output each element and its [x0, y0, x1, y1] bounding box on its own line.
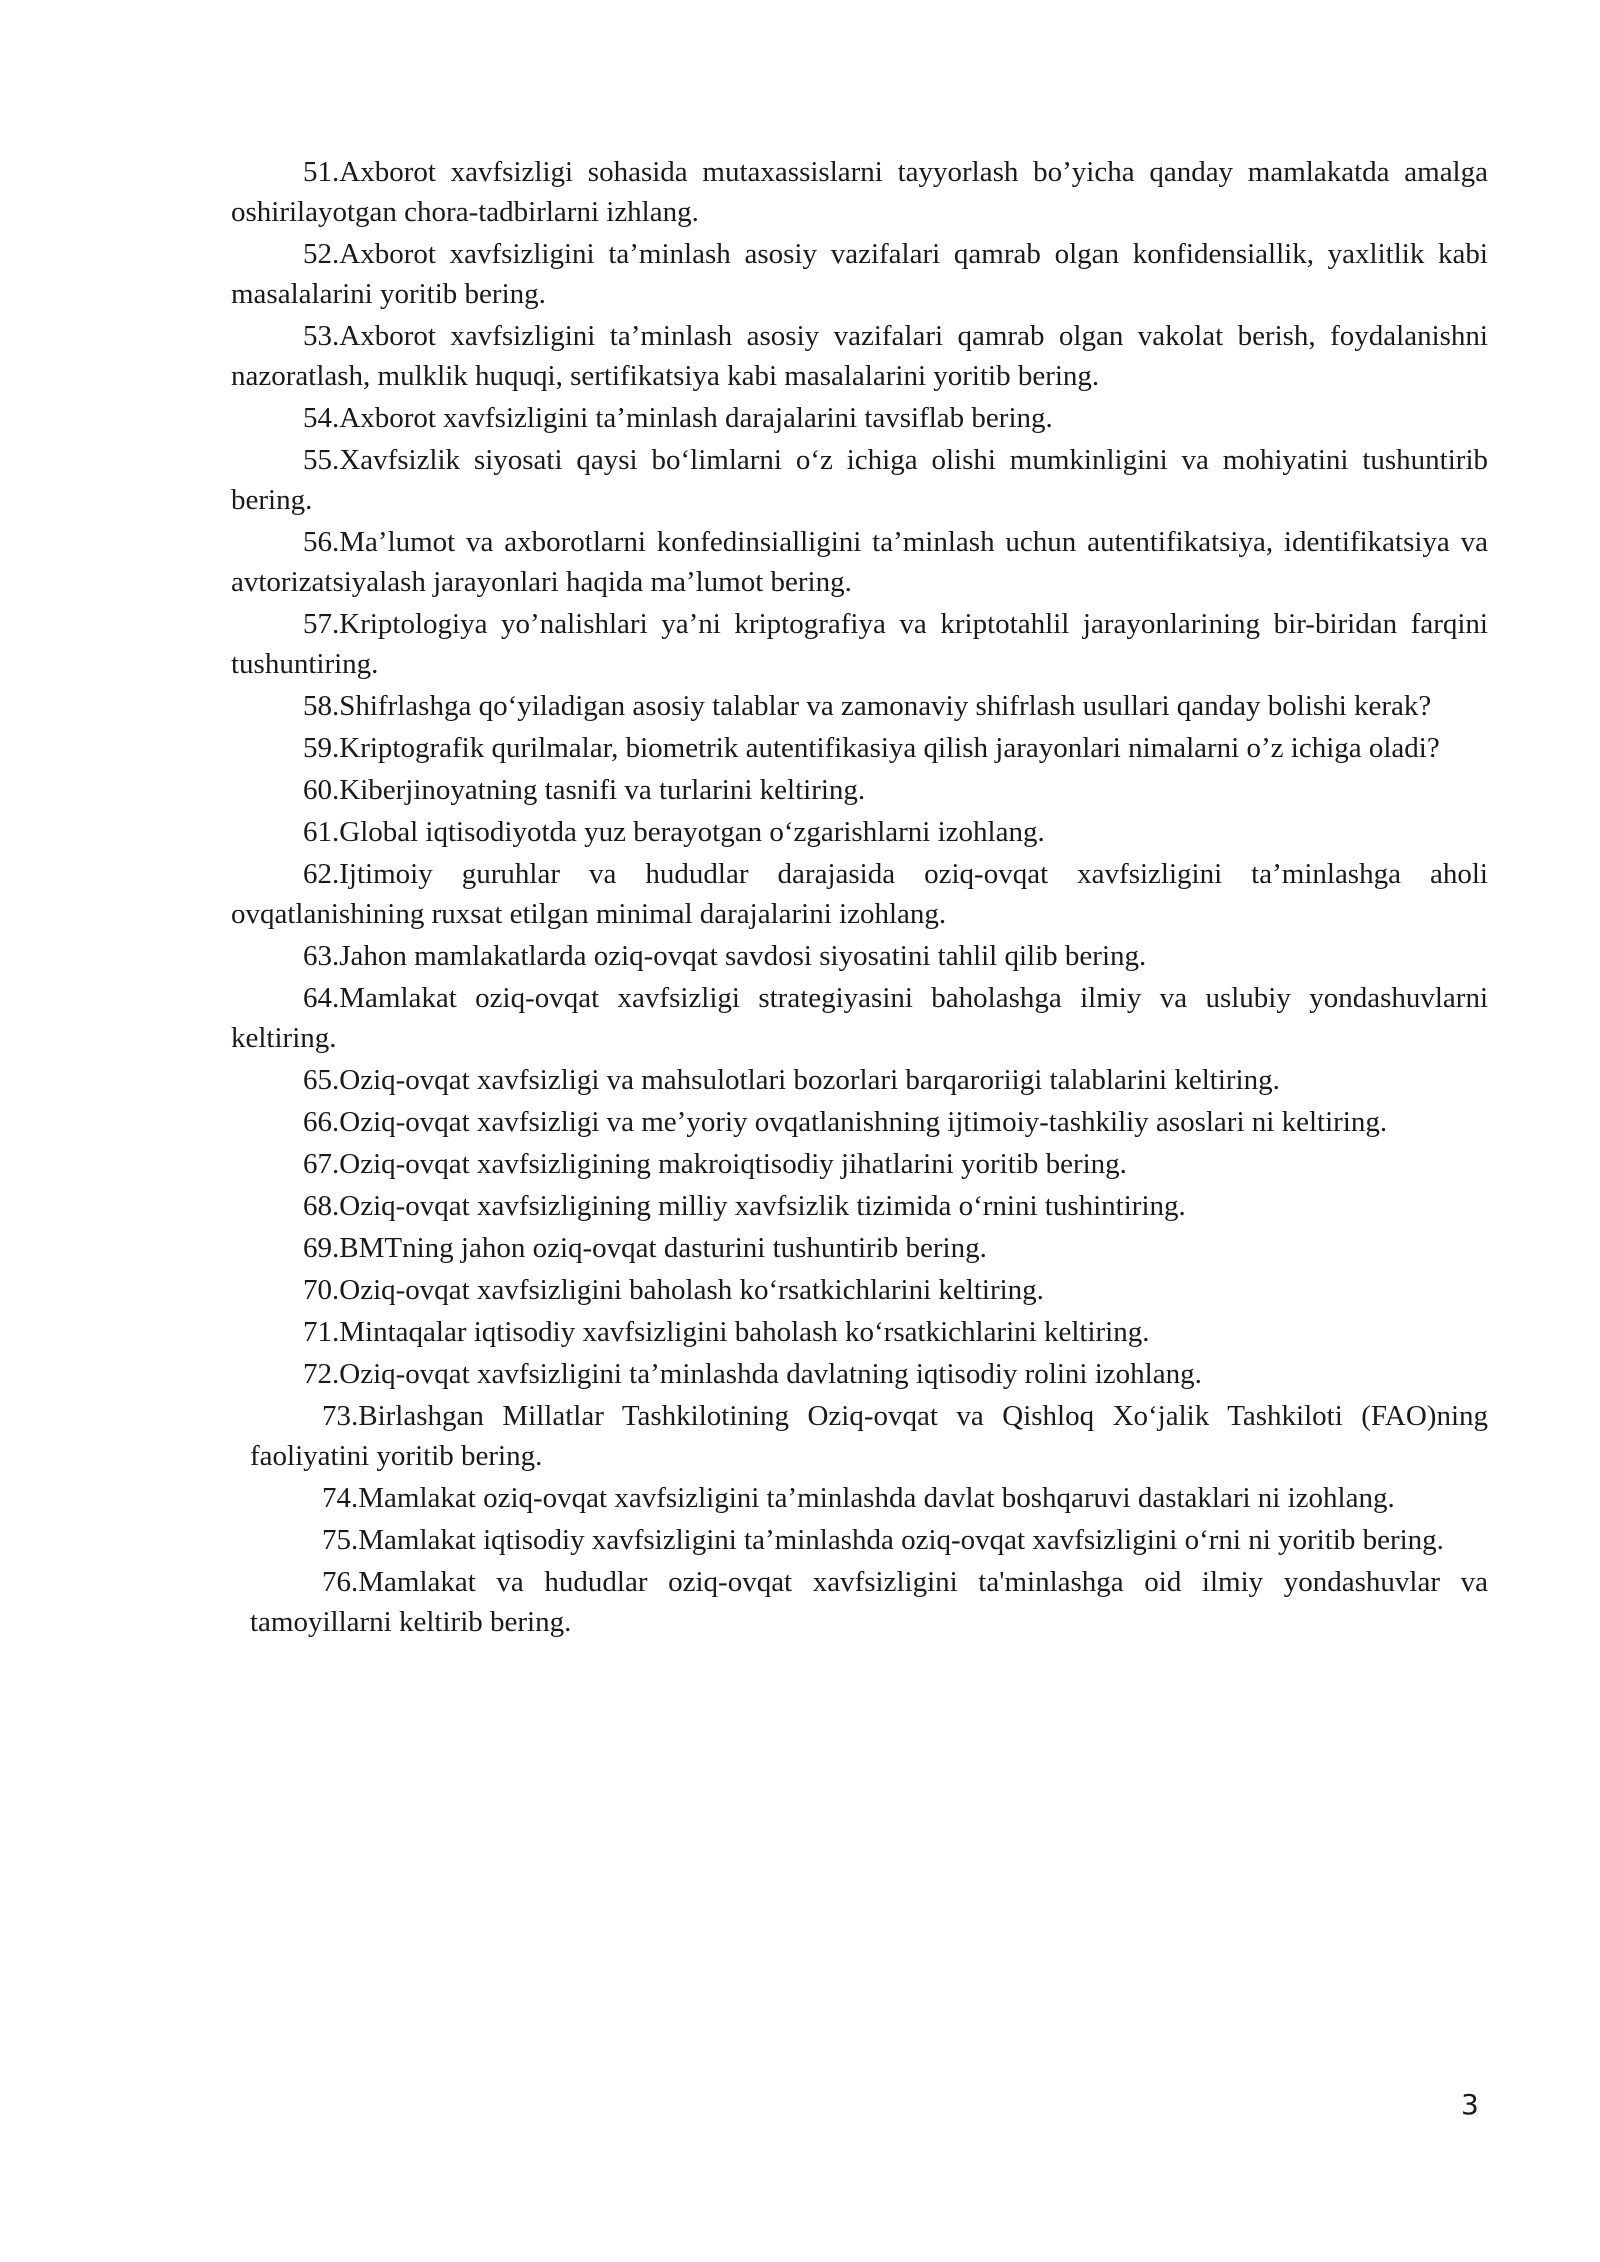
- question-number: 65.: [303, 1064, 340, 1096]
- question-list: [231, 152, 1488, 1644]
- question-number: 71.: [303, 1316, 340, 1348]
- list-item: [231, 1228, 1488, 1268]
- question-number: 60.: [303, 774, 340, 806]
- question-number: 59.: [303, 732, 340, 764]
- question-text: Axborot xavfsizligini ta’minlash darajalarini tavsiflab bering.: [339, 402, 1053, 434]
- question-text: BMTning jahon oziq-ovqat dasturini tushuntirib bering.: [339, 1232, 987, 1264]
- list-item: [231, 1186, 1488, 1226]
- list-item: [231, 440, 1488, 520]
- question-text: Mamlakat oziq-ovqat xavfsizligi strategiyasini baholashga ilmiy va uslubiy yondashuvlarni keltiring.: [231, 982, 1488, 1054]
- list-item: [231, 234, 1488, 314]
- question-number: 69.: [303, 1232, 340, 1264]
- question-text: Oziq-ovqat xavfsizligining makroiqtisodiy jihatlarini yoritib bering.: [339, 1148, 1127, 1180]
- question-number: 75.: [322, 1524, 359, 1556]
- list-item: [231, 1562, 1488, 1642]
- question-number: 61.: [303, 816, 340, 848]
- question-number: 64.: [303, 982, 340, 1014]
- list-item: [231, 1060, 1488, 1100]
- question-number: 73.: [322, 1400, 359, 1432]
- question-number: 52.: [303, 238, 340, 270]
- list-item: [231, 686, 1488, 726]
- question-number: 66.: [303, 1106, 340, 1138]
- list-item: [231, 770, 1488, 810]
- question-text: Oziq-ovqat xavfsizligi va me’yoriy ovqatlanishning ijtimoiy-tashkiliy asoslari ni keltiring.: [339, 1106, 1388, 1138]
- question-text: Jahon mamlakatlarda oziq-ovqat savdosi siyosatini tahlil qilib bering.: [339, 940, 1147, 972]
- list-item: [231, 1144, 1488, 1184]
- question-text: Ijtimoiy guruhlar va hududlar darajasida oziq-ovqat xavfsizligini ta’minlashga aholi ovqatlanishining ruxsat etilgan minimal darajalarini izohlang.: [231, 858, 1488, 930]
- question-text: Mamlakat iqtisodiy xavfsizligini ta’minlashda oziq-ovqat xavfsizligini o‘rni ni yoritib bering.: [358, 1524, 1444, 1556]
- question-text: Axborot xavfsizligini ta’minlash asosiy vazifalari qamrab olgan konfidensiallik, yaxlitlik kabi masalalarini yoritib bering.: [231, 238, 1488, 310]
- question-text: Birlashgan Millatlar Tashkilotining Oziq-ovqat va Qishloq Xo‘jalik Tashkiloti (FAO)ning faoliyatini yoritib bering.: [250, 1400, 1488, 1472]
- list-item: [231, 316, 1488, 396]
- question-number: 51.: [303, 156, 340, 188]
- list-item: [231, 1270, 1488, 1310]
- question-number: 53.: [303, 320, 340, 352]
- list-item: [231, 152, 1488, 232]
- list-item: [231, 604, 1488, 684]
- question-text: Kriptologiya yo’nalishlari ya’ni kriptografiya va kriptotahlil jarayonlarining bir-biridan farqini tushuntiring.: [231, 608, 1488, 680]
- question-number: 70.: [303, 1274, 340, 1306]
- question-number: 63.: [303, 940, 340, 972]
- question-text: Xavfsizlik siyosati qaysi bo‘limlarni o‘z ichiga olishi mumkinligini va mohiyatini tushuntirib bering.: [231, 444, 1488, 516]
- question-text: Kriptografik qurilmalar, biometrik autentifikasiya qilish jarayonlari nimalarni o’z ichiga oladi?: [339, 732, 1440, 764]
- list-item: [231, 978, 1488, 1058]
- question-text: Ma’lumot va axborotlarni konfedinsialligini ta’minlash uchun autentifikatsiya, identifikatsiya va avtorizatsiyalash jarayonlari haqida ma’lumot bering.: [231, 526, 1488, 598]
- question-number: 72.: [303, 1358, 340, 1390]
- question-text: Oziq-ovqat xavfsizligining milliy xavfsizlik tizimida o‘rnini tushintiring.: [339, 1190, 1186, 1222]
- list-item: [231, 1102, 1488, 1142]
- list-item: [231, 398, 1488, 438]
- list-item: [231, 812, 1488, 852]
- page-number: 3: [1461, 2088, 1479, 2121]
- question-number: 58.: [303, 690, 340, 722]
- question-text: Oziq-ovqat xavfsizligini baholash ko‘rsatkichlarini keltiring.: [339, 1274, 1044, 1306]
- question-number: 76.: [322, 1566, 359, 1598]
- question-text: Global iqtisodiyotda yuz berayotgan o‘zgarishlarni izohlang.: [339, 816, 1045, 848]
- list-item: [231, 936, 1488, 976]
- question-number: 55.: [303, 444, 340, 476]
- question-number: 67.: [303, 1148, 340, 1180]
- question-number: 62.: [303, 858, 340, 890]
- question-text: Axborot xavfsizligini ta’minlash asosiy vazifalari qamrab olgan vakolat berish, foydalanishni nazoratlash, mulklik huquqi, sertifikatsiya kabi masalalarini yoritib bering.: [231, 320, 1488, 392]
- list-item: [231, 522, 1488, 602]
- question-number: 57.: [303, 608, 340, 640]
- question-number: 54.: [303, 402, 340, 434]
- question-text: Axborot xavfsizligi sohasida mutaxassislarni tayyorlash bo’yicha qanday mamlakatda amalga oshirilayotgan chora-tadbirlarni izhlang.: [231, 156, 1488, 228]
- list-item: [231, 1354, 1488, 1394]
- list-item: [231, 728, 1488, 768]
- question-text: Kiberjinoyatning tasnifi va turlarini keltiring.: [339, 774, 866, 806]
- question-text: Shifrlashga qo‘yiladigan asosiy talablar va zamonaviy shifrlash usullari qanday bolishi kerak?: [339, 690, 1432, 722]
- list-item: [231, 1478, 1488, 1518]
- question-number: 74.: [322, 1482, 359, 1514]
- list-item: [231, 1396, 1488, 1476]
- question-text: Mamlakat oziq-ovqat xavfsizligini ta’minlashda davlat boshqaruvi dastaklari ni izohlang.: [358, 1482, 1395, 1514]
- question-text: Mamlakat va hududlar oziq-ovqat xavfsizligini ta'minlashga oid ilmiy yondashuvlar va tamoyillarni keltirib bering.: [250, 1566, 1488, 1638]
- list-item: [231, 1312, 1488, 1352]
- question-text: Oziq-ovqat xavfsizligini ta’minlashda davlatning iqtisodiy rolini izohlang.: [339, 1358, 1202, 1390]
- question-text: Mintaqalar iqtisodiy xavfsizligini baholash ko‘rsatkichlarini keltiring.: [339, 1316, 1150, 1348]
- list-item: [231, 854, 1488, 934]
- question-number: 56.: [303, 526, 340, 558]
- list-item: [231, 1520, 1488, 1560]
- question-number: 68.: [303, 1190, 340, 1222]
- question-text: Oziq-ovqat xavfsizligi va mahsulotlari bozorlari barqaroriigi talablarini keltiring.: [339, 1064, 1280, 1096]
